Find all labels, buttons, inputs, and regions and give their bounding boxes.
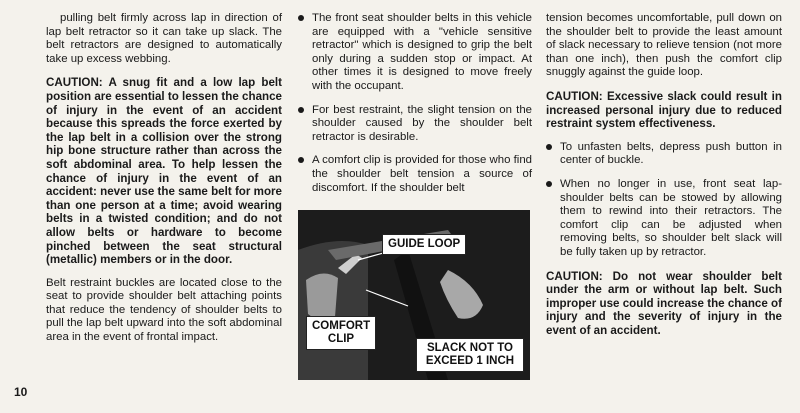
slack-callout: SLACK NOT TO EXCEED 1 INCH bbox=[416, 338, 524, 372]
caution-paragraph bbox=[46, 76, 282, 266]
bullet-dot-icon bbox=[546, 181, 552, 187]
caution-text: Do not wear shoulder belt under the arm or without lap belt. Such improper use could increase the chance of injury and the severity of injury in the event of an accident. bbox=[546, 269, 782, 337]
left-column bbox=[46, 12, 282, 355]
seat-belt-photo bbox=[298, 210, 530, 380]
caution-text: A snug fit and a low lap belt position are essential to lessen the chance of injury in the event of an accident because this spreads the force exerted by the lap belt in a collision over the strong hip bone structure rather than across the soft abdominal area. To help lessen the chance of injury in the event of an accident: never use the same belt for more than one person at a time; avoid wearing belts in a twisted condition; and do not allow belts or hardware to become pinched between the seat structural (metallic) members or in the door. bbox=[46, 76, 282, 267]
bullet-item bbox=[546, 141, 782, 168]
comfort-clip-callout: COMFORT CLIP bbox=[306, 316, 376, 350]
middle-column bbox=[298, 12, 532, 205]
bullet-item bbox=[298, 104, 532, 145]
intro-paragraph: pulling belt firmly across lap in direction of lap belt retractor so it can take up slack. The belt retractors are designed to automatically take up excess webbing. bbox=[46, 12, 282, 65]
caution-label: CAUTION: bbox=[546, 89, 603, 103]
caution-text: Excessive slack could result in increased personal injury due to reduced restraint system effectiveness. bbox=[546, 89, 782, 131]
bullet-text: For best restraint, the slight tension on the shoulder caused by the shoulder belt retractor is desirable. bbox=[312, 103, 532, 143]
bullet-dot-icon bbox=[298, 107, 304, 113]
bullet-item bbox=[546, 178, 782, 260]
bullet-text: To unfasten belts, depress push button in center of buckle. bbox=[560, 140, 782, 167]
bullet-item bbox=[298, 154, 532, 195]
caution-label: CAUTION: bbox=[46, 76, 103, 90]
bullet-text: The front seat shoulder belts in this vehicle are equipped with a "vehicle sensitive retractor" which is designed to grip the belt only during a sudden stop or impact. At other times it is designed to move freely with the occupant. bbox=[312, 12, 532, 92]
bullet-dot-icon bbox=[298, 15, 304, 21]
bullet-text: A comfort clip is provided for those who find the shoulder belt tension a source of discomfort. If the shoulder belt bbox=[312, 154, 532, 194]
bullet-dot-icon bbox=[546, 144, 552, 150]
right-column bbox=[546, 12, 782, 347]
bullet-dot-icon bbox=[298, 157, 304, 163]
caution-paragraph bbox=[546, 90, 782, 131]
continuation-paragraph: tension becomes uncomfortable, pull down on the shoulder belt to provide the least amount of slack necessary to relieve tension (not more than one inch), then push the comfort clip snuggly against the guide loop. bbox=[546, 12, 782, 79]
caution-label: CAUTION: bbox=[546, 269, 603, 283]
page-number: 10 bbox=[14, 385, 28, 399]
bullet-text: When no longer in use, front seat lap-shoulder belts can be stowed by allowing them to rewind into their retractors. The comfort clip can be adjusted when removing belts, so shoulder belt slack will be fully taken up by retractor. bbox=[560, 177, 782, 258]
buckles-paragraph: Belt restraint buckles are located close to the seat to provide shoulder belt attaching points that reduce the tendency of shoulder belts to pull the lap belt upward into the soft abdominal area in the event of frontal impact. bbox=[46, 276, 282, 344]
bullet-item bbox=[298, 12, 532, 94]
guide-loop-callout: GUIDE LOOP bbox=[382, 234, 466, 255]
caution-paragraph bbox=[546, 270, 782, 338]
